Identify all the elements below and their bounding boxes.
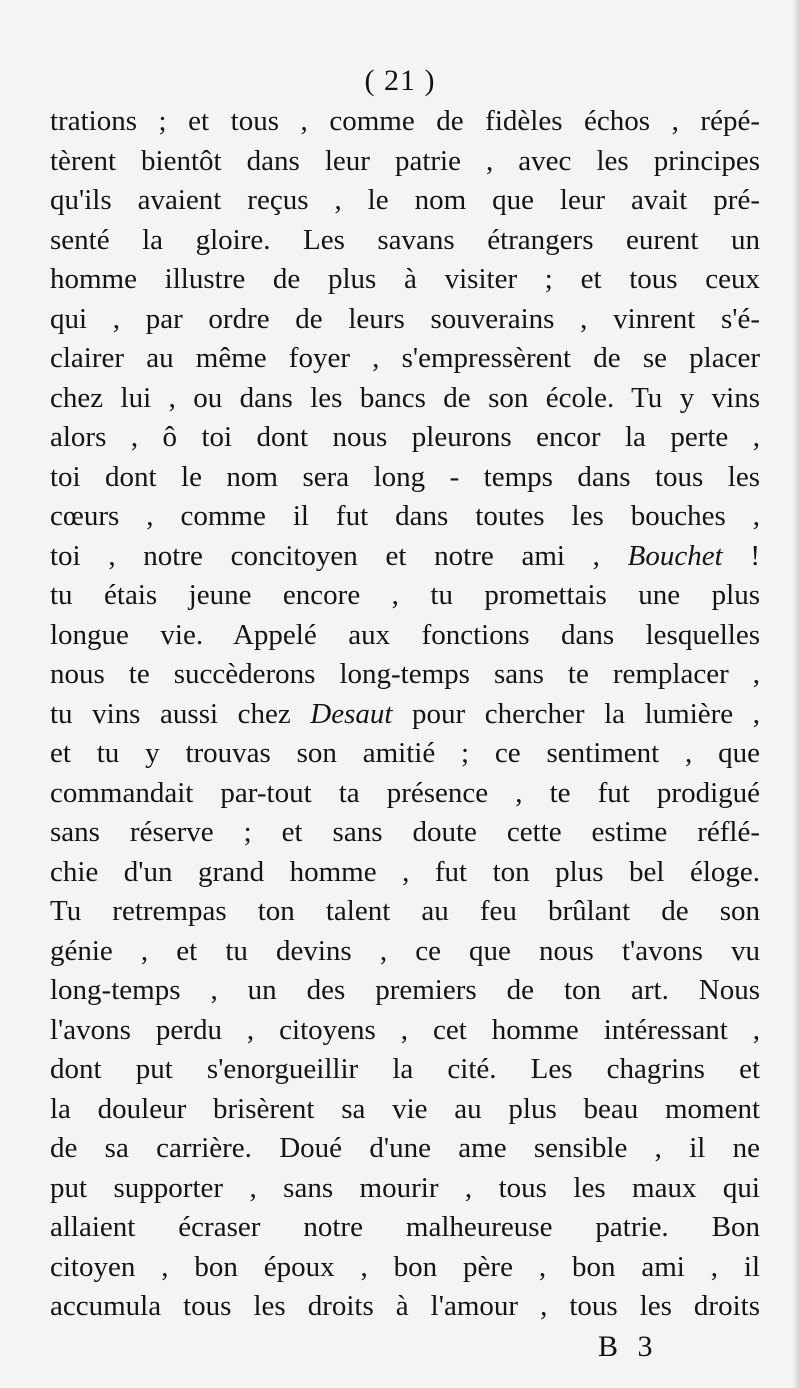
text-line: toi dont le nom sera long - temps dans tous les (50, 460, 760, 493)
text-line: chez lui , ou dans les bancs de son école. Tu y vins (50, 381, 760, 414)
text-line: chie d'un grand homme , fut ton plus bel éloge. (50, 855, 760, 888)
text-line: senté la gloire. Les savans étrangers eurent un (50, 223, 760, 256)
text-line: homme illustre de plus à visiter ; et tous ceux (50, 263, 760, 295)
body-text (50, 102, 760, 1327)
text-line: de sa carrière. Doué d'une ame sensible , il ne (50, 1132, 760, 1164)
text-line: trations ; et tous , comme de fidèles échos , répé- (50, 105, 760, 137)
text-line: qu'ils avaient reçus , le nom que leur avait pré- (50, 184, 760, 216)
text-line: tu étais jeune encore , tu promettais une plus (50, 579, 760, 611)
text-line: allaient écraser notre malheureuse patrie. Bon (50, 1211, 760, 1243)
text-line: longue vie. Appelé aux fonctions dans lesquelles (50, 618, 760, 651)
printer-signature-mark: B 3 (598, 1330, 659, 1363)
text-line: citoyen , bon époux , bon père , bon ami , il (50, 1250, 760, 1283)
text-line: qui , par ordre de leurs souverains , vinrent s'é- (50, 302, 760, 335)
text-line: long-temps , un des premiers de ton art. Nous (50, 974, 760, 1006)
text-line: tèrent bientôt dans leur patrie , avec les principes (50, 144, 760, 177)
text-line: et tu y trouvas son amitié ; ce sentiment , que (50, 737, 760, 769)
text-line: la douleur brisèrent sa vie au plus beau moment (50, 1092, 760, 1125)
text-line: génie , et tu devins , ce que nous t'avons vu (50, 934, 760, 967)
page-number: ( 21 ) (364, 64, 436, 97)
text-line: put supporter , sans mourir , tous les maux qui (50, 1171, 760, 1204)
text-line: Tu retrempas ton talent au feu brûlant de son (50, 895, 760, 927)
text-line: cœurs , comme il fut dans toutes les bouches , (50, 500, 760, 532)
text-line: sans réserve ; et sans doute cette estime réflé- (50, 816, 760, 848)
text-line: dont put s'enorgueillir la cité. Les chagrins et (50, 1053, 760, 1085)
text-line: tu vins aussi chez Desaut pour chercher la lumière , (50, 697, 760, 730)
text-line: l'avons perdu , citoyens , cet homme intéressant , (50, 1013, 760, 1046)
page-edge-shadow (792, 0, 800, 1388)
text-line: toi , notre concitoyen et notre ami , Bouchet ! (50, 539, 760, 572)
text-line: commandait par-tout ta présence , te fut prodigué (50, 776, 760, 809)
text-line: alors , ô toi dont nous pleurons encor la perte , (50, 421, 760, 453)
text-line: clairer au même foyer , s'empressèrent de se placer (50, 342, 760, 374)
text-line: accumula tous les droits à l'amour , tous les droits (50, 1290, 760, 1322)
text-line: nous te succèderons long-temps sans te remplacer , (50, 658, 760, 690)
